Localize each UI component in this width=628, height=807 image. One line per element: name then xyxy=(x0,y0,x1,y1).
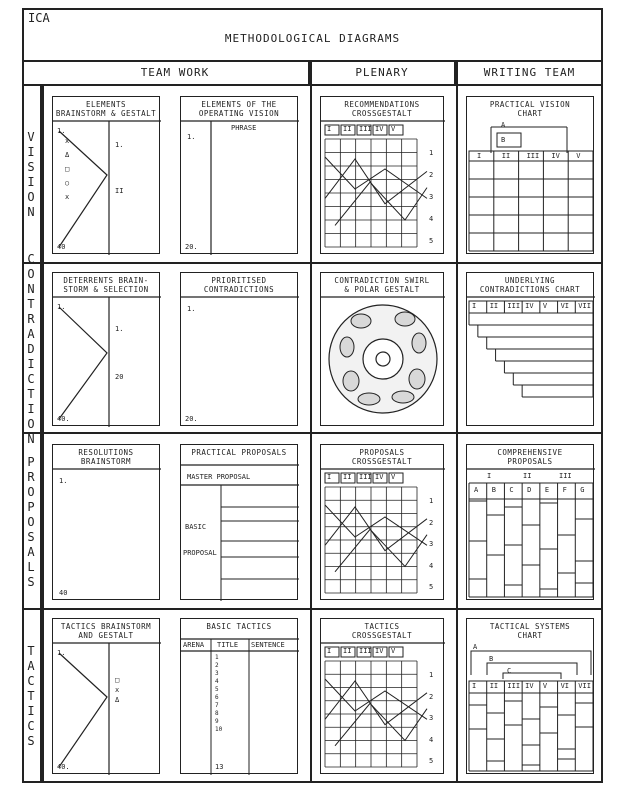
comprehensive-grid xyxy=(467,445,595,601)
card-title: PRACTICAL VISION CHART xyxy=(489,100,571,118)
side-number: 4 xyxy=(429,561,434,570)
row-label-letter: C xyxy=(27,371,35,386)
number-label: 1. xyxy=(57,303,66,311)
row-label-letter: I xyxy=(27,401,35,416)
header-label: IV xyxy=(525,682,534,690)
card-title: RESOLUTIONS BRAINSTORM xyxy=(78,448,134,466)
row-label-letter: C xyxy=(27,719,35,733)
mark-x: x xyxy=(65,193,70,201)
separator xyxy=(42,86,44,783)
row-label-letter: P xyxy=(27,454,35,469)
column-letter: F xyxy=(562,486,567,494)
number-label: 20 xyxy=(115,373,124,381)
header-label: I xyxy=(472,302,477,310)
column-letter: G xyxy=(580,486,585,494)
side-number: 2 xyxy=(429,171,434,179)
side-number: 1 xyxy=(429,671,434,679)
col-header-writing-team: WRITING TEAM xyxy=(483,66,576,79)
card-title: RECOMMENDATIONS CROSSGESTALT xyxy=(344,100,420,118)
card-title: PRIORITISED CONTRADICTIONS xyxy=(203,276,275,294)
side-number: 2 xyxy=(429,692,434,701)
side-number: 5 xyxy=(429,583,434,591)
card-recommendations-crossgestalt xyxy=(320,96,444,254)
mark-list: □ x Δ xyxy=(115,676,120,704)
separator xyxy=(456,62,458,783)
header-label: VI xyxy=(560,682,569,690)
card-basic-tactics xyxy=(180,618,298,774)
row-label-letter: I xyxy=(27,145,35,159)
crossgestalt-grid xyxy=(321,97,445,255)
number-label: 40. xyxy=(57,763,70,771)
row-label-letter: T xyxy=(27,689,35,703)
card-title: ELEMENTS OF THE OPERATING VISION xyxy=(198,100,280,118)
row-number: 3 xyxy=(215,670,219,677)
row-number: 5 xyxy=(215,686,219,693)
systems-chart-grid xyxy=(467,619,595,775)
number-label: 1. xyxy=(115,141,124,149)
number-label: 1. xyxy=(57,127,66,135)
header-label: V xyxy=(391,647,396,655)
card-comprehensive-proposals xyxy=(466,444,594,600)
row-label-letter: L xyxy=(27,559,35,574)
header-label: I xyxy=(327,473,332,481)
header-label: III xyxy=(526,152,540,160)
card-practical-proposals xyxy=(180,444,298,600)
row-label-letter: D xyxy=(27,341,35,356)
row-number: 8 xyxy=(215,710,219,717)
header-label: I xyxy=(472,682,477,690)
header-label: II xyxy=(489,302,499,310)
row-label-letter: O xyxy=(27,190,35,204)
header-label: III xyxy=(359,647,372,655)
number-label: 1. xyxy=(187,133,196,141)
row-label-letter: C xyxy=(27,251,35,266)
row-label-letter: S xyxy=(27,574,35,589)
contradictions-chart-grid xyxy=(467,273,595,427)
row-label-letter: I xyxy=(27,175,35,189)
number-label: 40 xyxy=(59,589,68,597)
list-lines xyxy=(53,445,161,601)
header-label: II xyxy=(343,125,352,133)
row-label-letter: I xyxy=(27,356,35,371)
chart-label-b: B xyxy=(489,655,494,663)
card-title: CONTRADICTION SWIRL & POLAR GESTALT xyxy=(334,276,430,294)
header-label: VII xyxy=(578,682,591,690)
header-label: V xyxy=(391,473,396,481)
row-number: 1 xyxy=(215,654,219,661)
row-label-letter: A xyxy=(27,659,35,673)
number-label: 13 xyxy=(215,763,224,771)
number-label: 40 xyxy=(57,243,66,251)
group-label: III xyxy=(559,472,572,480)
header-label: V xyxy=(542,302,548,310)
chart-label-b: B xyxy=(501,136,506,144)
chart-label-a: A xyxy=(473,643,478,651)
proposal-label: PROPOSAL xyxy=(183,549,217,557)
card-tactics-brainstorm xyxy=(52,618,160,774)
row-label-letter: O xyxy=(27,266,35,281)
row-label-letter: S xyxy=(27,160,35,174)
header-label: I xyxy=(327,647,332,655)
polar-gestalt-diagram xyxy=(321,273,445,427)
row-label-letter: O xyxy=(27,514,35,529)
number-label: 1. xyxy=(115,325,124,333)
grid xyxy=(325,661,417,767)
card-tactical-systems-chart xyxy=(466,618,594,774)
crossgestalt-grid xyxy=(321,445,445,601)
mark-square: □ xyxy=(65,165,70,173)
row-number: 2 xyxy=(215,662,219,669)
header xyxy=(22,8,603,62)
row-label-letter: N xyxy=(27,281,35,296)
card-title: TACTICAL SYSTEMS CHART xyxy=(489,622,571,640)
header-label: III xyxy=(507,302,521,310)
side-number: 4 xyxy=(429,735,434,744)
title-column: TITLE xyxy=(217,641,239,649)
column-letter: A xyxy=(474,486,479,494)
header-label: III xyxy=(507,682,521,690)
org-label: ICA xyxy=(28,11,50,25)
header-label: III xyxy=(359,125,372,133)
column-letter: E xyxy=(544,486,550,494)
side-number: 5 xyxy=(429,237,434,245)
number-label: II xyxy=(115,187,124,195)
side-number: 2 xyxy=(429,518,434,527)
row-label-tactics xyxy=(22,610,42,783)
card-proposals-crossgestalt xyxy=(320,444,444,600)
side-number: 1 xyxy=(429,497,434,505)
row-number: 6 xyxy=(215,694,219,701)
card-deterrents-brainstorm xyxy=(52,272,160,426)
row-label-letter: S xyxy=(27,734,35,748)
header-label: I xyxy=(327,125,332,133)
card-practical-vision-chart xyxy=(466,96,594,254)
row-label-contradiction xyxy=(22,251,42,446)
card-title: ELEMENTS BRAINSTORM & GESTALT xyxy=(55,100,157,118)
brainstorm-diagram xyxy=(53,97,161,255)
side-number: 3 xyxy=(429,540,434,548)
side-number: 1 xyxy=(429,149,434,157)
side-number: 3 xyxy=(429,714,434,722)
group-label: I xyxy=(487,472,492,480)
card-resolutions-brainstorm xyxy=(52,444,160,600)
card-operating-vision xyxy=(180,96,298,254)
list-lines xyxy=(181,273,299,427)
header-label: IV xyxy=(551,152,560,160)
card-title: TACTICS CROSSGESTALT xyxy=(351,622,413,640)
header-label: II xyxy=(343,473,352,481)
card-tactics-crossgestalt xyxy=(320,618,444,774)
header-label: II xyxy=(501,152,511,160)
column-letter: D xyxy=(527,486,532,494)
row-label-letter: N xyxy=(27,205,35,219)
chart-label-a: A xyxy=(501,121,506,129)
row-label-letter: T xyxy=(27,644,35,658)
mark-triangle: Δ xyxy=(65,151,70,159)
column-letter: B xyxy=(491,486,496,494)
group-label: II xyxy=(523,472,532,480)
row-number: 10 xyxy=(215,726,223,733)
header-label: V xyxy=(542,682,548,690)
grid xyxy=(325,487,417,593)
list-lines xyxy=(181,97,299,255)
col-header-plenary: PLENARY xyxy=(310,62,456,86)
number-label: 1. xyxy=(187,305,196,313)
row-label-letter: P xyxy=(27,499,35,514)
card-title: TACTICS BRAINSTORM AND GESTALT xyxy=(60,622,152,640)
mark-circle: ○ xyxy=(65,179,70,187)
side-number: 5 xyxy=(429,757,434,765)
card-title: UNDERLYING CONTRADICTIONS CHART xyxy=(479,276,581,294)
grid xyxy=(325,139,417,247)
side-number: 3 xyxy=(429,193,434,201)
row-label-letter: S xyxy=(27,529,35,544)
arena-column: ARENA xyxy=(183,641,205,649)
row-label-letter: N xyxy=(27,431,35,446)
column-label: PHRASE xyxy=(231,124,257,132)
row-label-letter: A xyxy=(27,326,35,341)
header-label: II xyxy=(343,647,352,655)
number-label: 1. xyxy=(57,649,66,657)
separator xyxy=(310,62,312,783)
row-label-proposals xyxy=(22,431,42,610)
header-label: IV xyxy=(375,473,384,481)
chart-label-c: C xyxy=(507,667,512,675)
row-label-letter: O xyxy=(27,484,35,499)
page-title: METHODOLOGICAL DIAGRAMS xyxy=(224,32,401,45)
header-label: I xyxy=(477,152,482,160)
number-label: 1. xyxy=(59,477,68,485)
brainstorm-diagram xyxy=(53,619,161,775)
number-label: 20. xyxy=(185,415,198,423)
card-title: PRACTICAL PROPOSALS xyxy=(191,448,287,457)
row-label-letter: O xyxy=(27,416,35,431)
row-label-letter: R xyxy=(27,311,35,326)
mark-x: x xyxy=(65,137,70,145)
card-elements-brainstorm xyxy=(52,96,160,254)
row-number: 7 xyxy=(215,702,219,709)
header-label: IV xyxy=(375,647,384,655)
row-label-letter: R xyxy=(27,469,35,484)
number-label: 40. xyxy=(57,415,70,423)
side-number: 4 xyxy=(429,215,434,223)
row-label-letter: T xyxy=(27,386,35,401)
header-label: IV xyxy=(375,125,384,133)
row-label-letter: C xyxy=(27,674,35,688)
card-title: BASIC TACTICS xyxy=(206,622,272,631)
header-label: VII xyxy=(578,302,591,310)
card-prioritised-contradictions xyxy=(180,272,298,426)
header-label: III xyxy=(359,473,372,481)
basic-label: BASIC xyxy=(185,523,207,531)
master-proposal-label: MASTER PROPOSAL xyxy=(187,473,251,481)
card-contradiction-swirl xyxy=(320,272,444,426)
sentence-column: SENTENCE xyxy=(251,641,285,649)
col-header-team-work: TEAM WORK xyxy=(42,62,310,86)
card-title: COMPREHENSIVE PROPOSALS xyxy=(497,448,563,466)
header-label: II xyxy=(489,682,499,690)
header-label: V xyxy=(576,152,581,160)
card-title: PROPOSALS CROSSGESTALT xyxy=(351,448,413,466)
column-letter: C xyxy=(509,486,514,494)
card-underlying-contradictions xyxy=(466,272,594,426)
header-label: V xyxy=(391,125,396,133)
header-label: VI xyxy=(560,302,569,310)
crossgestalt-grid xyxy=(321,619,445,775)
row-label-vision xyxy=(22,86,42,264)
row-number: 4 xyxy=(215,678,219,685)
header-label: IV xyxy=(525,302,534,310)
brainstorm-diagram xyxy=(53,273,161,427)
card-title: DETERRENTS BRAIN- STORM & SELECTION xyxy=(63,276,149,294)
number-label: 20. xyxy=(185,243,198,251)
row-label-letter: A xyxy=(27,544,35,559)
row-number: 9 xyxy=(215,718,219,725)
row-label-letter: I xyxy=(27,704,35,718)
row-label-letter: V xyxy=(27,130,35,144)
vision-chart-grid xyxy=(467,97,595,255)
row-label-letter: T xyxy=(27,296,35,311)
